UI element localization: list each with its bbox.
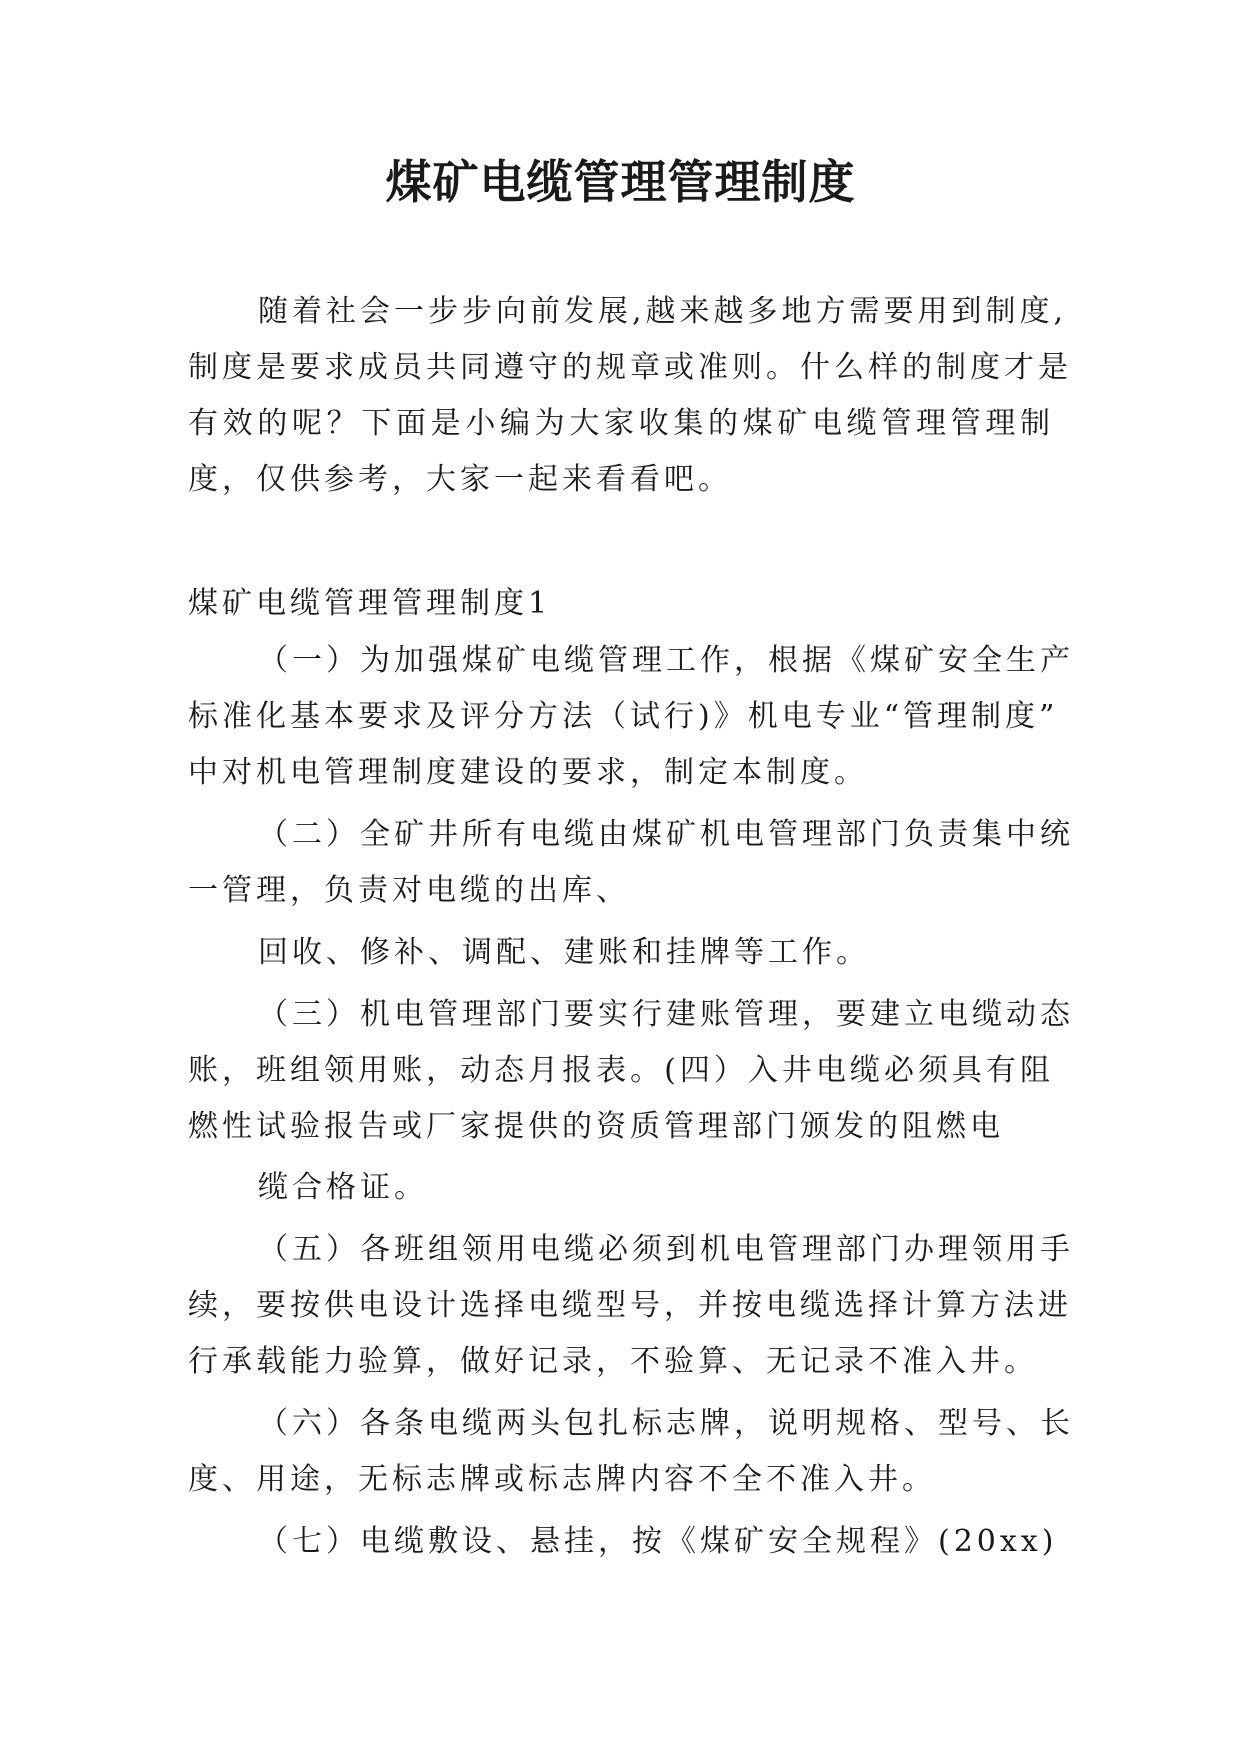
clause-4-line-2: 缆合格证。 — [258, 1170, 428, 1205]
clause-2-line-1: （二）全矿井所有电缆由煤矿机电管理部门负责集中统 — [258, 817, 1074, 852]
clause-5-line-2: 续，要按供电设计选择电缆型号，并按电缆选择计算方法进 — [188, 1288, 1072, 1323]
clause-5-line-1: （五）各班组领用电缆必须到机电管理部门办理领用手 — [258, 1232, 1074, 1267]
clause-1-line-1: （一）为加强煤矿电缆管理工作，根据《煤矿安全生产 — [258, 643, 1074, 678]
clause-3-line-2: 账，班组领用账，动态月报表。(四）入井电缆必须具有阻 — [188, 1053, 1054, 1088]
intro-line-3: 有效的呢？下面是小编为大家收集的煤矿电缆管理管理制 — [188, 406, 1054, 441]
intro-line-1: 随着社会一步步向前发展,越来越多地方需要用到制度, — [258, 294, 1068, 329]
clause-6-line-2: 度、用途，无标志牌或标志牌内容不全不准入井。 — [188, 1462, 936, 1497]
clause-4-line-1: 燃性试验报告或厂家提供的资质管理部门颁发的阻燃电 — [188, 1109, 1004, 1144]
clause-2-line-3: 回收、修补、调配、建账和挂牌等工作。 — [258, 935, 870, 970]
intro-line-4: 度，仅供参考，大家一起来看看吧。 — [188, 462, 732, 497]
clause-2-line-2: 一管理，负责对电缆的出库、 — [188, 873, 630, 908]
intro-line-2: 制度是要求成员共同遵守的规章或准则。什么样的制度才是 — [188, 350, 1072, 385]
clause-3-line-1: （三）机电管理部门要实行建账管理，要建立电缆动态 — [258, 997, 1074, 1032]
clause-1-line-3: 中对机电管理制度建设的要求，制定本制度。 — [188, 755, 868, 790]
clause-6-line-1: （六）各条电缆两头包扎标志牌，说明规格、型号、长 — [258, 1406, 1074, 1441]
clause-5-line-3: 行承载能力验算，做好记录，不验算、无记录不准入井。 — [188, 1344, 1038, 1379]
section-heading: 煤矿电缆管理管理制度1 — [188, 586, 552, 621]
clause-1-line-2: 标准化基本要求及评分方法（试行)》机电专业“管理制度” — [188, 699, 1059, 734]
document-title: 煤矿电缆管理管理制度 — [385, 155, 856, 209]
clause-7-line-1: （七）电缆敷设、悬挂，按《煤矿安全规程》(20xx) — [258, 1524, 1058, 1559]
